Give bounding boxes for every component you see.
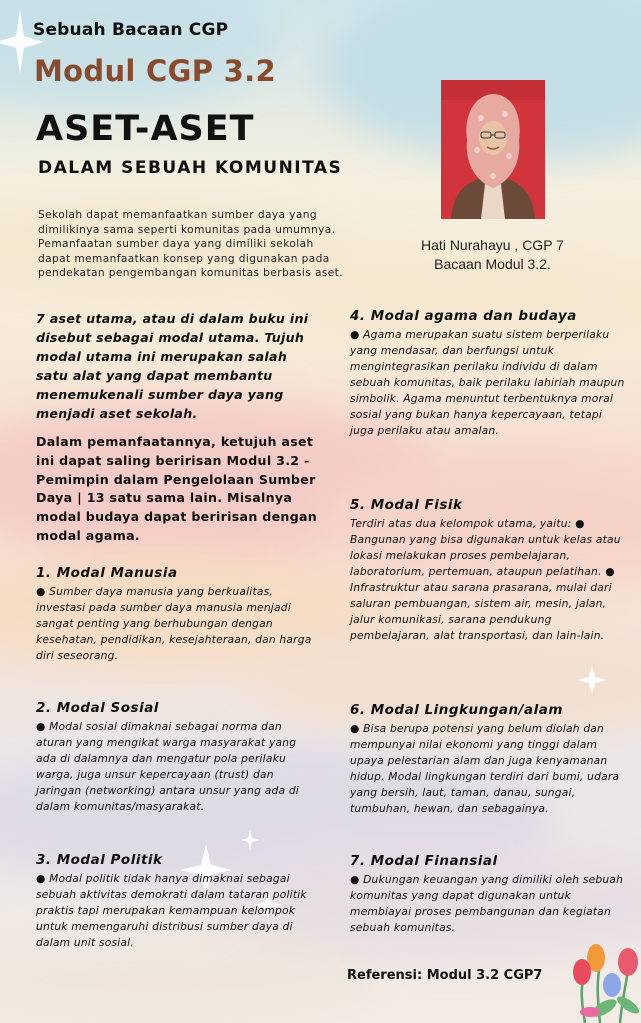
section-modal-lingkungan [350,702,626,817]
section-modal-agama-budaya [350,308,626,439]
module-title: Modul CGP 3.2 [34,54,276,88]
page-kicker: Sebuah Bacaan CGP [33,20,229,40]
section-body: Terdiri atas dua kelompok utama, yaitu: ● Bangunan yang bisa digunakan untuk kelas atau lokasi melakukan proses pembelajaran, laboratorium, pertemuan, ataupun pelatihan. ● Infrastruktur atau sarana prasarana, mulai dari saluran pembuangan, sistem air, mesin, jalan, jalur komunikasi, sarana pendukung pembelajaran, alat transportasi, dan lain-lain. [350,517,621,642]
section-title: 4. Modal agama dan budaya [350,308,577,324]
section-modal-manusia [36,565,316,664]
section-title: 6. Modal Lingkungan/alam [350,702,563,718]
author-module: Bacaan Modul 3.2. [434,256,551,272]
section-modal-sosial [36,700,316,815]
section-modal-fisik [350,497,626,644]
lead-paragraph: 7 aset utama, atau di dalam buku ini disebut sebagai modal utama. Tujuh modal utama ini merupakan salah satu alat yang dapat membantu menemukenali sumber daya yang menjadi aset sekolah. [36,311,309,421]
section-body: ● Modal politik tidak hanya dimaknai sebagai sebuah aktivitas demokrati dalam tataran politik praktis tapi merupakan kemampuan kelompok untuk memengaruhi distribusi sumber daya di dalam unit sosial. [36,872,307,949]
section-body: ● Dukungan keuangan yang dimiliki oleh sebuah komunitas yang dapat digunakan untuk membiayai proses pembangunan dan kegiatan sebuah komunitas. [350,873,624,934]
reference-note: Referensi: Modul 3.2 CGP7 [347,968,543,983]
page-title: ASET-ASET [36,109,255,149]
section-modal-politik [36,852,316,951]
section-body: ● Sumber daya manusia yang berkualitas, investasi pada sumber daya manusia menjadi sangat penting yang berhubungan dengan kesehatan, pendidikan, kesejahteraan, dan harga diri seseorang. [36,585,312,662]
section-title: 3. Modal Politik [36,852,163,868]
section-body: ● Agama merupakan suatu sistem berperilaku yang mendasar, dan berfungsi untuk mengintegrasikan perilaku individu di dalam sebuah komunitas, baik perilaku lahiriah maupun simbolik. Agama menuntut terbentuknya moral sosial yang bukan hanya kepercayaan, tetapi juga perilaku atau amalan. [350,328,625,437]
second-paragraph: Dalam pemanfaatannya, ketujuh aset ini dapat saling beririsan Modul 3.2 - Pemimpin dalam Pengelolaan Sumber Daya | 13 satu sama lain. Misalnya modal budaya dapat beririsan dengan modal agama. [36,434,318,543]
section-body: ● Modal sosial dimaknai sebagai norma dan aturan yang mengikat warga masyarakat yang ada di dalamnya dan mengatur pola perilaku warga, juga unsur kepercayaan (trust) dan jaringan (networking) antara unsur yang ada di dalam komunitas/masyarakat. [36,720,299,813]
page-subtitle: DALAM SEBUAH KOMUNITAS [38,158,343,178]
section-title: 1. Modal Manusia [36,565,178,581]
section-title: 5. Modal Fisik [350,497,463,513]
author-caption [395,236,590,274]
intro-paragraph: Sekolah dapat memanfaatkan sumber daya yang dimilikinya sama seperti komunitas pada umumnya. Pemanfaatan sumber daya yang dimiliki sekolah dapat memanfaatkan konsep yang digunakan pada pendekatan pengembangan komunitas berbasis aset. [38,209,343,279]
author-photo [441,80,545,219]
section-modal-finansial [350,853,626,936]
author-name: Hati Nurahayu , CGP 7 [421,237,564,253]
section-body: ● Bisa berupa potensi yang belum diolah dan mempunyai nilai ekonomi yang tinggi dalam upaya pelestarian alam dan juga kenyamanan hidup. Modal lingkungan terdiri dari bumi, udara yang bersih, laut, taman, danau, sungai, tumbuhan, hewan, dan sebagainya. [350,722,620,815]
section-title: 2. Modal Sosial [36,700,159,716]
section-title: 7. Modal Finansial [350,853,498,869]
